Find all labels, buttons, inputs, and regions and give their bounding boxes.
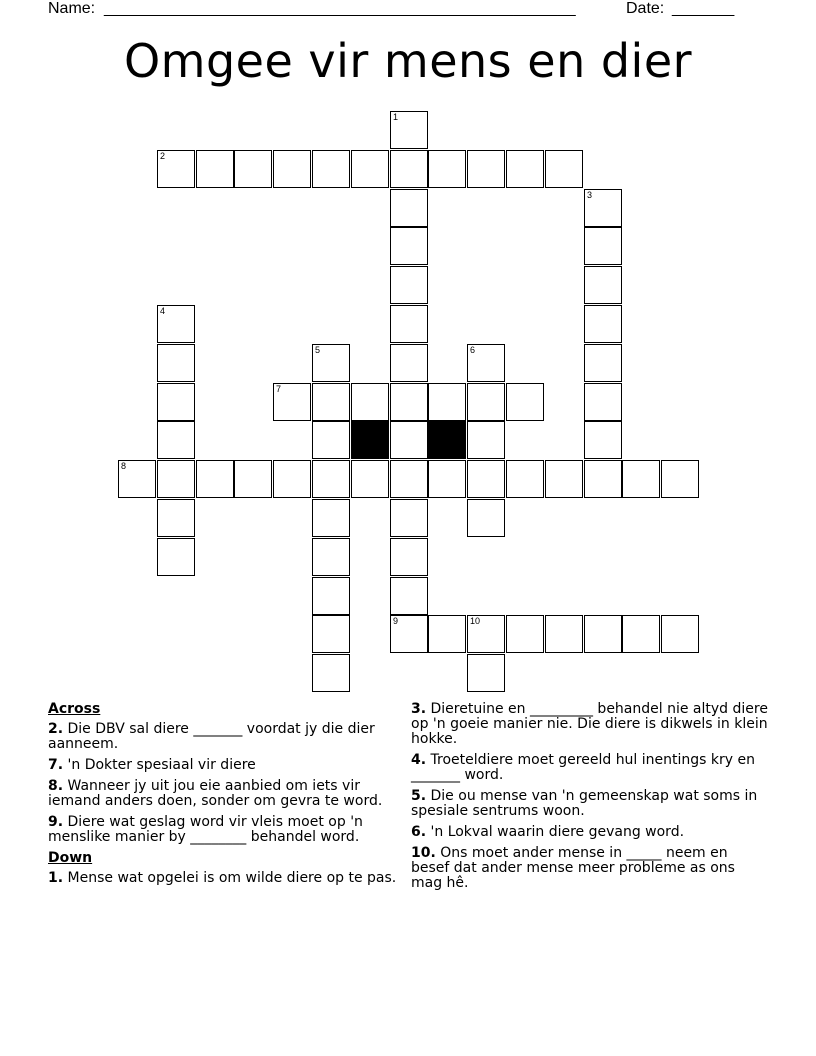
grid-cell[interactable] [428, 460, 466, 498]
grid-cell[interactable] [157, 383, 195, 421]
grid-cell[interactable] [661, 460, 699, 498]
grid-cell[interactable] [467, 421, 505, 459]
clue-number: 2. [48, 721, 64, 737]
grid-cell[interactable] [390, 344, 428, 382]
grid-cell[interactable] [390, 538, 428, 576]
clue-text: Die DBV sal diere _______ voordat jy die dier aanneem. [48, 721, 375, 752]
clue-number: 5. [411, 788, 427, 804]
grid-cell[interactable] [312, 538, 350, 576]
grid-cell[interactable] [234, 150, 272, 188]
grid-cell[interactable] [390, 266, 428, 304]
clue-text: 'n Dokter spesiaal vir diere [67, 757, 256, 773]
grid-cell[interactable] [351, 460, 389, 498]
grid-cell[interactable] [351, 383, 389, 421]
grid-cell[interactable] [428, 615, 466, 653]
clue-down-3 [411, 702, 769, 747]
grid-cell[interactable] [584, 227, 622, 265]
grid-cell[interactable] [428, 150, 466, 188]
grid-cell[interactable] [545, 150, 583, 188]
clue-number: 8. [48, 778, 64, 794]
grid-cell[interactable] [312, 421, 350, 459]
grid-cell[interactable] [584, 189, 622, 227]
grid-cell[interactable] [467, 344, 505, 382]
date-label: Date: [626, 0, 665, 17]
clue-text: Diere wat geslag word vir vleis moet op 'n menslike manier by ________ behandel word. [48, 814, 363, 845]
cell-number: 10 [470, 616, 481, 626]
clue-number: 4. [411, 752, 427, 768]
grid-cell[interactable] [234, 460, 272, 498]
clue-number: 3. [411, 701, 427, 717]
clue-down-6 [411, 825, 769, 840]
grid-cell[interactable] [584, 460, 622, 498]
grid-cell[interactable] [312, 615, 350, 653]
grid-cell[interactable] [506, 150, 544, 188]
grid-cell[interactable] [390, 421, 428, 459]
clues-left-column [48, 702, 398, 892]
grid-cell[interactable] [273, 150, 311, 188]
cell-number: 2 [160, 151, 166, 161]
grid-cell[interactable] [584, 344, 622, 382]
clue-down-4 [411, 753, 769, 783]
grid-cell[interactable] [584, 305, 622, 343]
grid-cell[interactable] [390, 460, 428, 498]
clue-number: 6. [411, 824, 427, 840]
grid-cell[interactable] [157, 499, 195, 537]
grid-cell[interactable] [157, 460, 195, 498]
grid-cell[interactable] [622, 615, 660, 653]
grid-cell[interactable] [390, 150, 428, 188]
grid-cell[interactable] [157, 421, 195, 459]
cell-number: 8 [121, 461, 127, 471]
grid-cell[interactable] [312, 383, 350, 421]
name-label: Name: [48, 0, 96, 17]
date-field[interactable]: _______ [672, 0, 735, 17]
clue-text: Wanneer jy uit jou eie aanbied om iets vir iemand anders doen, sonder om gevra te word. [48, 778, 383, 809]
clue-across-8 [48, 779, 398, 809]
clue-text: Mense wat opgelei is om wilde diere op te pas. [67, 870, 397, 886]
name-field[interactable]: _____________________________________________________ [104, 0, 576, 17]
grid-cell[interactable] [196, 460, 234, 498]
grid-cell[interactable] [506, 460, 544, 498]
grid-cell[interactable] [467, 150, 505, 188]
grid-cell[interactable] [467, 499, 505, 537]
clue-number: 1. [48, 870, 64, 886]
clue-number: 10. [411, 845, 436, 861]
clue-text: 'n Lokval waarin diere gevang word. [430, 824, 685, 840]
grid-cell[interactable] [157, 344, 195, 382]
black-cell [351, 421, 389, 459]
grid-cell[interactable] [312, 499, 350, 537]
cell-number: 3 [587, 190, 593, 200]
grid-cell[interactable] [312, 460, 350, 498]
cell-number: 5 [315, 345, 321, 355]
grid-cell[interactable] [467, 460, 505, 498]
grid-cell[interactable] [273, 460, 311, 498]
grid-cell[interactable] [467, 654, 505, 692]
clue-down-10 [411, 846, 769, 891]
grid-cell[interactable] [273, 383, 311, 421]
grid-cell[interactable] [312, 577, 350, 615]
grid-cell[interactable] [506, 383, 544, 421]
grid-cell[interactable] [390, 227, 428, 265]
page-title: Omgee vir mens en dier [123, 34, 693, 88]
grid-cell[interactable] [390, 111, 428, 149]
black-cell [428, 421, 466, 459]
grid-cell[interactable] [584, 421, 622, 459]
grid-cell[interactable] [584, 383, 622, 421]
clue-text: Dieretuine en _________ behandel nie altyd diere op 'n goeie manier nie. Die diere is dikwels in klein hokke. [411, 701, 768, 747]
grid-cell[interactable] [467, 615, 505, 653]
grid-cell[interactable] [157, 305, 195, 343]
clues-right-column [411, 702, 769, 897]
cell-number: 4 [160, 306, 166, 316]
grid-cell[interactable] [196, 150, 234, 188]
clue-across-2 [48, 722, 398, 752]
grid-cell[interactable] [390, 383, 428, 421]
grid-cell[interactable] [584, 615, 622, 653]
cell-number: 6 [470, 345, 476, 355]
grid-cell[interactable] [118, 460, 156, 498]
grid-cell[interactable] [622, 460, 660, 498]
grid-cell[interactable] [545, 615, 583, 653]
cell-number: 7 [276, 384, 282, 394]
grid-cell[interactable] [390, 305, 428, 343]
grid-cell[interactable] [545, 460, 583, 498]
clue-text: Ons moet ander mense in _____ neem en besef dat ander mense meer probleme as ons mag hê. [411, 845, 735, 891]
grid-cell[interactable] [390, 499, 428, 537]
cell-number: 9 [393, 616, 399, 626]
grid-cell[interactable] [661, 615, 699, 653]
across-heading: Across [48, 701, 101, 717]
grid-cell[interactable] [351, 150, 389, 188]
clue-number: 7. [48, 757, 64, 773]
cell-number: 1 [393, 112, 399, 122]
grid-cell[interactable] [390, 577, 428, 615]
clue-across-9 [48, 815, 398, 845]
grid-cell[interactable] [390, 189, 428, 227]
grid-cell[interactable] [584, 266, 622, 304]
grid-cell[interactable] [312, 150, 350, 188]
clue-down-1 [48, 871, 398, 886]
down-heading: Down [48, 850, 93, 866]
grid-cell[interactable] [428, 383, 466, 421]
grid-cell[interactable] [467, 383, 505, 421]
grid-cell[interactable] [312, 344, 350, 382]
clue-down-5 [411, 789, 769, 819]
clue-number: 9. [48, 814, 64, 830]
clue-text: Troeteldiere moet gereeld hul inentings kry en _______ word. [411, 752, 755, 783]
grid-cell[interactable] [157, 538, 195, 576]
grid-cell[interactable] [157, 150, 195, 188]
grid-cell[interactable] [506, 615, 544, 653]
clue-text: Die ou mense van 'n gemeenskap wat soms in spesiale sentrums woon. [411, 788, 758, 819]
clue-across-7 [48, 758, 398, 773]
grid-cell[interactable] [390, 615, 428, 653]
grid-cell[interactable] [312, 654, 350, 692]
